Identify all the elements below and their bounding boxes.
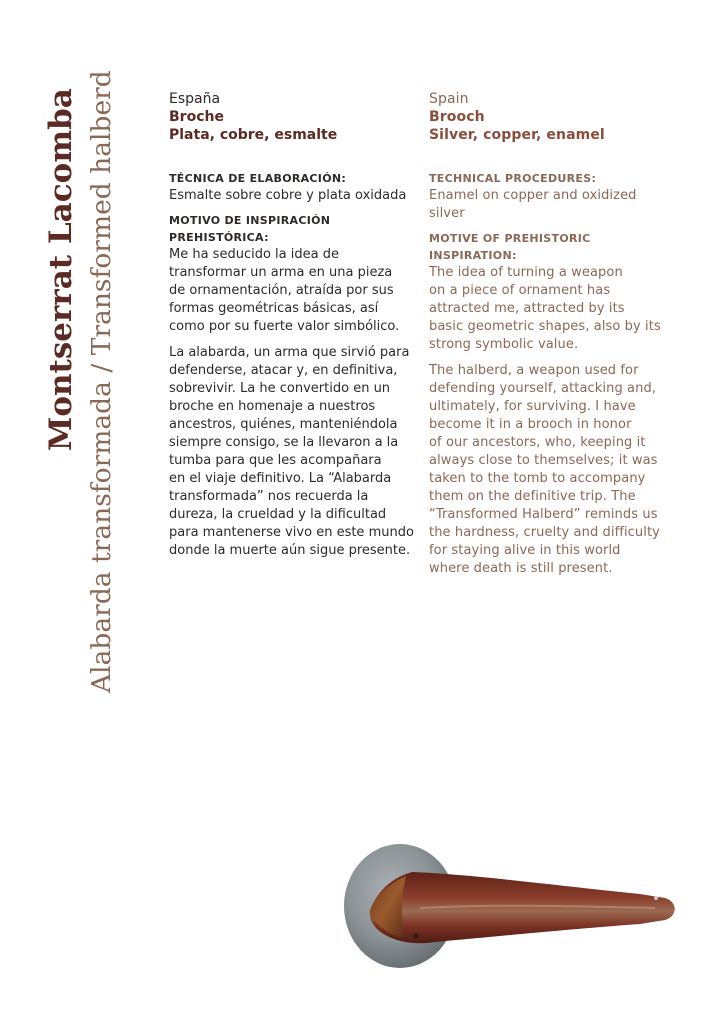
text-line: The halberd, a weapon used for <box>429 363 639 378</box>
text-line: en el viaje definitivo. La “Alabarda <box>169 471 392 486</box>
text-line: always close to themselves; it was <box>429 453 658 468</box>
text-line: tumba para que les acompañara <box>169 453 382 468</box>
artist-name: Montserrat Lacomba <box>43 88 79 451</box>
text-line: formas geométricas básicas, así <box>169 301 379 316</box>
pin-dot <box>654 896 658 900</box>
text-line: siempre consigo, se la llevaron a la <box>169 435 399 450</box>
text-line: broche en homenaje a nuestros <box>169 399 376 414</box>
technique-text: Esmalte sobre cobre y plata oxidada <box>169 188 407 203</box>
country-label: España <box>169 91 221 107</box>
text-line: defending yourself, attacking and, <box>429 381 657 396</box>
motive-heading: MOTIVO DE INSPIRACIÓN <box>169 214 331 227</box>
work-title: Alabarda transformada / Transformed halberd <box>86 70 118 693</box>
text-line: the hardness, cruelty and difficulty <box>429 525 660 540</box>
paragraph-2 <box>429 362 679 578</box>
text-line: para mantenerse vivo en este mundo <box>169 525 414 540</box>
text-line: sobrevivir. La he convertido en un <box>169 381 391 396</box>
text-line: basic geometric shapes, also by its <box>429 319 661 334</box>
paragraph-2 <box>169 344 414 560</box>
text-line: dureza, la crueldad y la dificultad <box>169 507 387 522</box>
text-line: for staying alive in this world <box>429 543 621 558</box>
text-line: become it in a brooch in honor <box>429 417 632 432</box>
technique-text: Enamel on copper and oxidized <box>429 188 637 203</box>
materials-label: Silver, copper, enamel <box>429 127 605 143</box>
country-label: Spain <box>429 91 469 107</box>
text-line: “Transformed Halberd” reminds us <box>429 507 658 522</box>
object-label: Broche <box>169 109 224 125</box>
text-line: on a piece of ornament has <box>429 283 611 298</box>
motive-heading: MOTIVE OF PREHISTORIC <box>429 232 591 245</box>
text-line: The idea of turning a weapon <box>429 265 623 280</box>
text-line: them on the definitive trip. The <box>429 489 636 504</box>
pin-dot <box>414 934 419 939</box>
motive-heading-cont: PREHISTÓRICA: <box>169 231 269 244</box>
object-label: Brooch <box>429 109 485 125</box>
english-column <box>429 90 679 578</box>
text-line: donde la muerte aún sigue presente. <box>169 543 411 558</box>
text-line: La alabarda, un arma que sirvió para <box>169 345 410 360</box>
materials-label: Plata, cobre, esmalte <box>169 127 338 143</box>
text-line: de ornamentación, atraída por sus <box>169 283 394 298</box>
text-line: attracted me, attracted by its <box>429 301 625 316</box>
text-line: strong symbolic value. <box>429 337 579 352</box>
text-line: ancestros, quiénes, manteniéndola <box>169 417 398 432</box>
text-line: of our ancestors, who, keeping it <box>429 435 646 450</box>
motive-heading-cont: INSPIRATION: <box>429 249 517 262</box>
technique-heading: TECHNICAL PROCEDURES: <box>429 172 597 185</box>
paragraph-1 <box>169 246 414 336</box>
spanish-column <box>169 90 414 560</box>
text-line: transformar un arma en una pieza <box>169 265 393 280</box>
text-line: Me ha seducido la idea de <box>169 247 339 262</box>
brooch-image <box>340 842 685 972</box>
text-line: transformada” nos recuerda la <box>169 489 369 504</box>
text-line: como por su fuerte valor simbólico. <box>169 319 400 334</box>
technique-text-cont: silver <box>429 206 465 221</box>
text-line: defenderse, atacar y, en definitiva, <box>169 363 398 378</box>
vertical-title <box>43 70 121 693</box>
technique-heading: TÉCNICA DE ELABORACIÓN: <box>169 172 347 185</box>
paragraph-1 <box>429 264 679 354</box>
text-line: ultimately, for surviving. I have <box>429 399 636 414</box>
text-line: where death is still present. <box>429 561 613 576</box>
text-line: taken to the tomb to accompany <box>429 471 646 486</box>
